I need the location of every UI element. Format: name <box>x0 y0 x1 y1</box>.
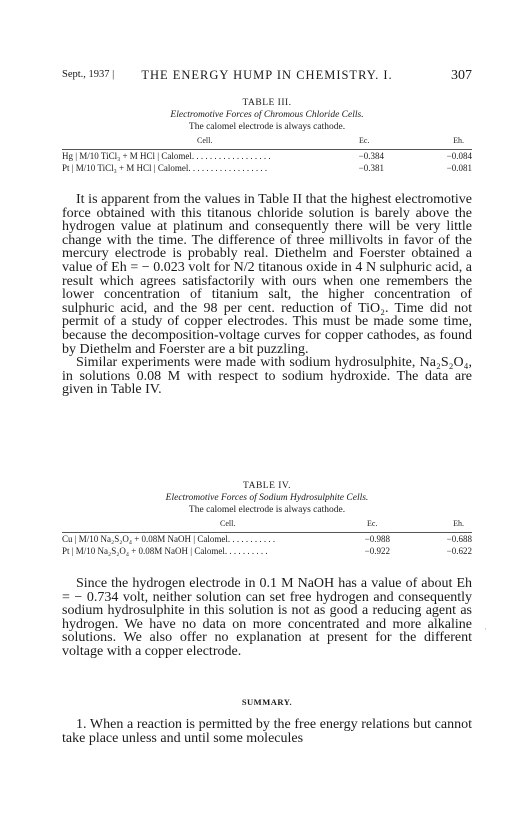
body-text-2 <box>62 577 472 659</box>
eh-value: −0.081 <box>446 163 472 173</box>
paragraph: Similar experiments were made with sodium hydrosulphite, Na₂S₂O₄, in solutions 0.08 M with respect to sodium hydroxide. The data are given in Table IV. <box>62 355 472 398</box>
cell-description: Hg | M/10 TiCl₃ + M HCl | Calomel. . . . . . . . . . . . . . . . . . <box>62 151 271 161</box>
column-header-ec: Ec. <box>367 519 378 528</box>
column-header-cell: Cell. <box>197 136 213 145</box>
running-head <box>62 68 472 84</box>
summary-heading: SUMMARY. <box>241 697 293 707</box>
paragraph: 1. When a reaction is permitted by the free energy relations but cannot take place unless and until some molecules <box>62 717 472 746</box>
table-row <box>62 533 472 545</box>
ec-value: −0.381 <box>358 163 384 173</box>
issue-date: Sept., 1937 | <box>62 69 115 80</box>
cell-description: Pt | M/10 TiCl₃ + M HCl | Calomel. . . . . . . . . . . . . . . . . . <box>62 163 268 173</box>
eh-value: −0.622 <box>446 546 472 556</box>
column-header-cell: Cell. <box>220 519 236 528</box>
cell-description: Cu | M/10 Na₂S₂O₄ + 0.08M NaOH | Calomel. . . . . . . . . . . <box>62 534 276 544</box>
column-header-ec: Ec. <box>359 136 370 145</box>
table-body <box>62 532 472 557</box>
cell-description: Pt | M/10 Na₂S₂O₄ + 0.08M NaOH | Calomel. . . . . . . . . . <box>62 546 268 556</box>
ec-value: −0.922 <box>364 546 390 556</box>
table-title: Electromotive Forces of Chromous Chloride Cells. <box>170 110 364 120</box>
table-4 <box>62 480 472 557</box>
body-text-1 <box>62 193 472 397</box>
ec-value: −0.384 <box>358 151 384 161</box>
eh-value: −0.084 <box>446 151 472 161</box>
table-caption: TABLE III. <box>242 98 292 108</box>
table-header <box>62 136 472 149</box>
eh-value: −0.688 <box>446 534 472 544</box>
table-row <box>62 150 472 162</box>
table-row <box>62 545 472 557</box>
table-row <box>62 162 472 174</box>
paragraph: Since the hydrogen electrode in 0.1 M NaOH has a value of about Eh = − 0.734 volt, neither solution can set free hydrogen and consequently sodium hydrosulphite in this solution is not as good a reducing agent as hydrogen. We have no data on more concentrated and more alkaline solutions. We also offer no explanation at present for the different voltage with a copper electrode. <box>62 576 472 659</box>
ec-value: −0.988 <box>364 534 390 544</box>
table-body <box>62 149 472 174</box>
table-note: The calomel electrode is always cathode. <box>188 122 346 132</box>
column-header-eh: Eh. <box>453 136 464 145</box>
table-note: The calomel electrode is always cathode. <box>188 505 346 515</box>
table-header <box>62 519 472 532</box>
table-3 <box>62 97 472 174</box>
article-title: THE ENERGY HUMP IN CHEMISTRY. I. <box>141 68 393 82</box>
paragraph: It is apparent from the values in Table II that the highest electromotive force obtained with this titanous chloride solution is barely above the hydrogen value at platinum and consequently there will be very little change with the time. The difference of three millivolts in favor of the mercury electrode is probably real. Diethelm and Foerster obtained a value of Eh = − 0.023 volt for N/2 titanous oxide in 4 N sulphuric acid, a result which agrees satisfactorily with ours when one remembers the lower concentration of titanium salt, the higher concentration of sulphuric acid, and the 98 per cent. reduction of TiO₂. Time did not permit of a study of copper electrodes. This must be made some time, because the decomposition-voltage curves for copper cathodes, as found by Diethelm and Foerster are a bit puzzling. <box>62 192 472 357</box>
column-header-eh: Eh. <box>453 519 464 528</box>
table-caption: TABLE IV. <box>243 481 291 491</box>
table-title: Electromotive Forces of Sodium Hydrosulphite Cells. <box>165 493 369 503</box>
summary-text <box>62 718 472 745</box>
margin-mark: · <box>484 625 487 634</box>
page-number: 307 <box>451 68 472 83</box>
